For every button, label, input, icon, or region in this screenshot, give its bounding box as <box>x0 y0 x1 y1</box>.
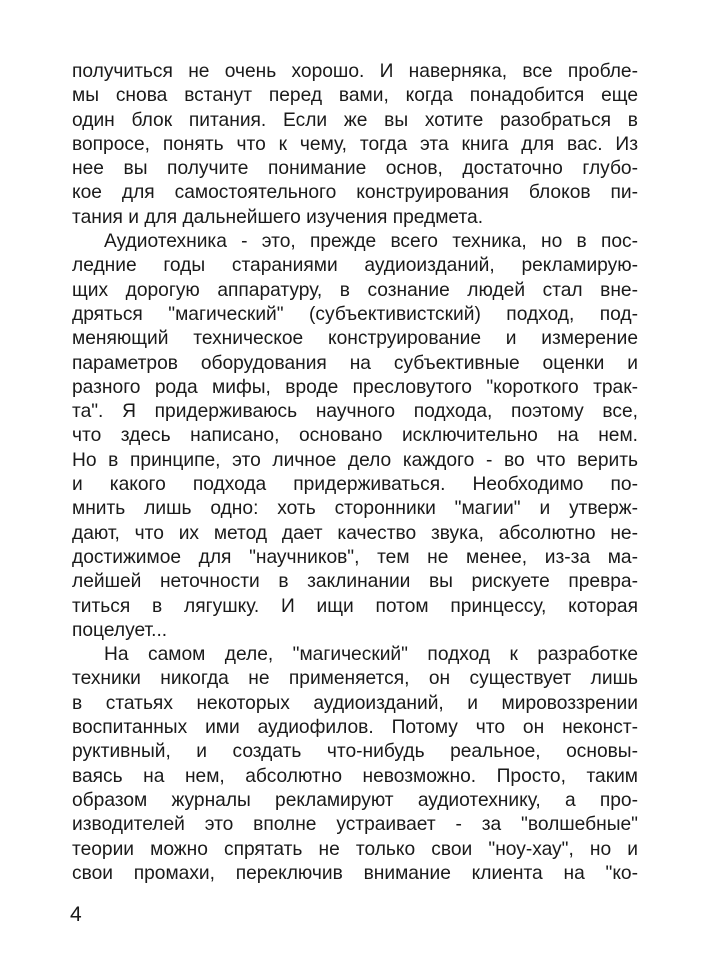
text-line: мнить лишь одно: хоть сторонники "магии" и утверж- <box>72 498 638 520</box>
text-line: в статьях некоторых аудиоизданий, и мировоззрении <box>72 692 638 714</box>
text-line: свои промахи, переключив внимание клиента на "ко- <box>72 862 638 884</box>
text-line: изводителей это вполне устраивает - за "волшебные" <box>72 814 638 836</box>
text-line: и какого подхода придерживаться. Необходимо по- <box>72 474 638 496</box>
text-line: кое для самостоятельного конструирования блоков пи- <box>72 182 638 204</box>
text-line: образом журналы рекламируют аудиотехнику, а про- <box>72 789 638 811</box>
text-line: дают, что их метод дает качество звука, абсолютно не- <box>72 522 638 544</box>
text-line: техники никогда не применяется, он существует лишь <box>72 668 638 690</box>
text-line: дряться "магический" (субъективистский) подход, под- <box>72 303 638 325</box>
text-line: ваясь на нем, абсолютно невозможно. Просто, таким <box>72 765 638 787</box>
text-line: лейшей неточности в заклинании вы рискуете превра- <box>72 571 638 593</box>
text-line: параметров оборудования на субъективные оценки и <box>72 352 638 374</box>
text-line: получиться не очень хорошо. И наверняка, все пробле- <box>72 61 638 82</box>
text-line: один блок питания. Если же вы хотите разобраться в <box>72 109 638 131</box>
text-line: разного рода мифы, вроде пресловутого "короткого трак- <box>72 376 638 398</box>
text-line: тания и для дальнейшего изучения предмета. <box>72 206 484 228</box>
text-line: щих дорогую аппаратуру, в сознание людей стал вне- <box>72 279 638 301</box>
text-line: та". Я придерживаюсь научного подхода, поэтому все, <box>72 401 638 423</box>
text-line: теории можно спрятать не только свои "ноу-хау", но и <box>72 838 638 860</box>
body-text <box>72 60 638 886</box>
text-line: Но в принципе, это личное дело каждого - во что верить <box>72 449 638 471</box>
text-line: воспитанных ими аудиофилов. Потому что он неконст- <box>72 717 638 739</box>
text-line: руктивный, и создать что-нибудь реальное, основы- <box>72 741 638 763</box>
text-line: титься в лягушку. И ищи потом принцессу, которая <box>72 595 638 617</box>
text-line: ледние годы стараниями аудиоизданий, рекламирую- <box>72 255 638 277</box>
text-line: что здесь написано, основано исключительно на нем. <box>72 425 638 447</box>
text-line: поцелует... <box>72 619 168 641</box>
text-line: На самом деле, "магический" подход к разработке <box>104 644 638 666</box>
text-line: Аудиотехника - это, прежде всего техника, но в пос- <box>104 231 638 253</box>
text-line: достижимое для "научников", тем не менее, из-за ма- <box>72 546 638 568</box>
text-line: меняющий техническое конструирование и измерение <box>72 328 638 350</box>
page-number: 4 <box>70 903 82 926</box>
text-line: нее вы получите понимание основ, достаточно глубо- <box>72 158 638 180</box>
text-line: вопросе, понять что к чему, тогда эта книга для вас. Из <box>72 133 638 155</box>
text-line: мы снова встанут перед вами, когда понадобится еще <box>72 85 638 107</box>
